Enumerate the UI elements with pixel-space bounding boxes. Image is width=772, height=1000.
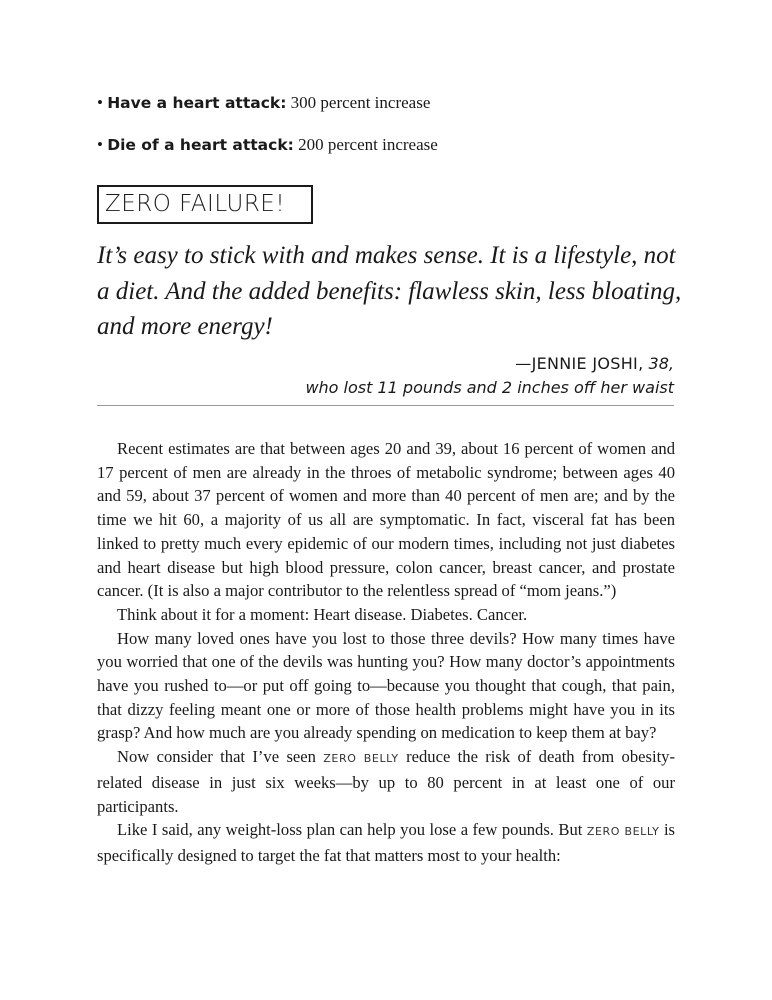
paragraph — [97, 745, 675, 818]
paragraph: How many loved ones have you lost to those three devils? How many times have you worried that one of the devils was hunting you? How many doctor’s appointments have you rushed to—or put off going to—because you thought that cough, that pain, that dizzy feeling meant one or more of those health problems might have you in its grasp? And how much are you already spending on medication to keep them at bay? — [97, 628, 675, 743]
bullet-item-heart-attack — [97, 91, 697, 115]
paragraph: Think about it for a moment: Heart disease. Diabetes. Cancer. — [117, 604, 528, 624]
paragraph: Recent estimates are that between ages 20 and 39, about 16 percent of women and 17 percent of men are already in the throes of metabolic syndrome; between ages 40 and 59, about 37 percent of women and more than 40 percent of men are; and by the time we hit 60, a majority of us all are symptomatic. In fact, visceral fat has been linked to pretty much every epidemic of our modern times, including not just diabetes and heart disease but high blood pressure, colon cancer, breast cancer, and prostate cancer. (It is also a major contributor to the relentless spread of “mom jeans.”) — [97, 439, 675, 601]
bullet-marker: • — [97, 135, 103, 154]
testimonial-age: 38, — [648, 354, 674, 373]
paragraph — [97, 818, 675, 867]
bullet-marker: • — [97, 93, 103, 112]
brand-name: ZERO BELLY — [586, 825, 660, 839]
testimonial-name: —JENNIE JOSHI, — [515, 354, 644, 373]
paragraph-text: Like I said, any weight-loss plan can help you lose a few pounds. But — [117, 820, 587, 840]
zero-failure-heading-box — [97, 185, 313, 224]
brand-name: ZERO BELLY — [323, 752, 399, 766]
bullet-lead: Die of a heart attack: — [107, 136, 294, 154]
bullet-item-die-heart-attack — [97, 133, 697, 157]
testimonial-attribution — [305, 352, 674, 400]
testimonial-quote: It’s easy to stick with and makes sense. It is a lifestyle, not a diet. And the added benefits: flawless skin, less bloating, and more energy! — [97, 242, 682, 340]
paragraph-text: is specifically designed to target the fat that matters most to your health: — [97, 820, 676, 865]
body-text — [97, 437, 675, 868]
section-divider — [97, 405, 674, 406]
testimonial-detail: who lost 11 pounds and 2 inches off her waist — [305, 378, 674, 397]
bullet-text: 200 percent increase — [293, 135, 438, 154]
bullet-lead: Have a heart attack: — [107, 94, 287, 112]
risk-bullet-list — [97, 91, 697, 175]
section-heading: ZERO FAILURE! — [105, 191, 286, 217]
paragraph-text: Now consider that I’ve seen — [117, 747, 324, 767]
paragraph-text: reduce the risk of death from obesity-related disease in just six weeks—by up to 80 percent in at least one of our participants. — [97, 747, 676, 816]
bullet-text: 300 percent increase — [286, 93, 431, 112]
